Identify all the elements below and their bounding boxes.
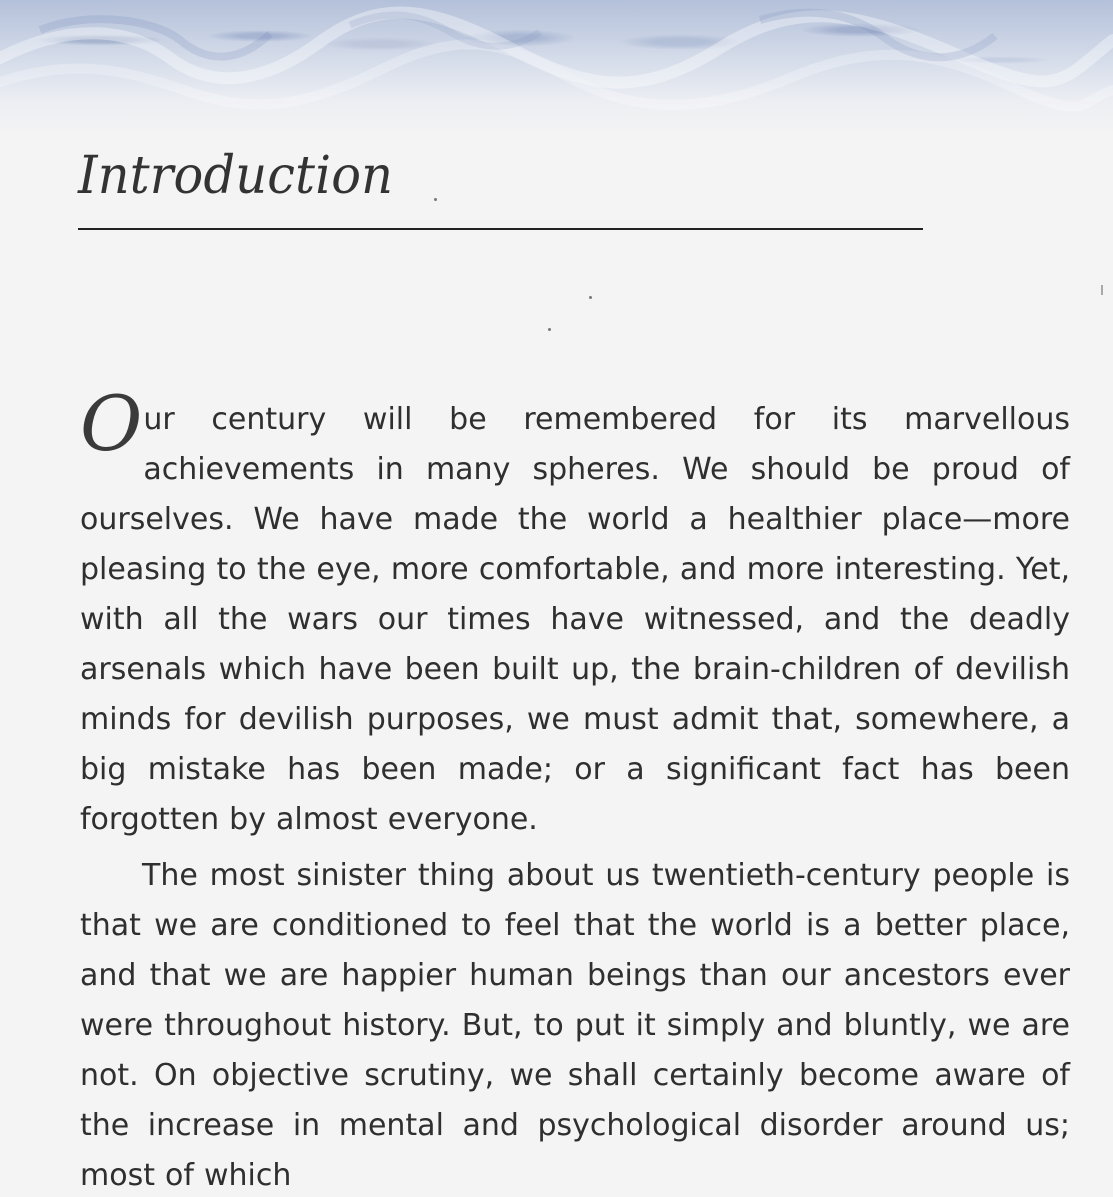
chapter-title: Introduction	[78, 146, 394, 206]
scan-mark	[1101, 285, 1103, 295]
paragraph-1	[80, 379, 1070, 845]
paper-speck	[434, 198, 437, 201]
paragraph-2: The most sinister thing about us twentieth-century people is that we are conditioned to feel that the world is a better place, and that we are happier human beings than our ancestors ever were throughout history. But, to put it simply and bluntly, we are not. On objective scrutiny, we shall certainly become aware of the increase in mental and psychological disorder around us; most of which	[80, 858, 1070, 1193]
paragraph-1-text: ur century will be remembered for its marvellous achievements in many spheres. We should be proud of ourselves. We have made the world a healthier place—more pleasing to the eye, more comfortable, and more interesting. Yet, with all the wars our times have witnessed, and the deadly arsenals which have been built up, the brain-children of devilish minds for devilish purposes, we must admit that, somewhere, a big mistake has been made; or a significant fact has been forgotten by almost everyone.	[80, 402, 1070, 837]
introduction-body	[80, 379, 1070, 1197]
drop-cap: O	[80, 379, 142, 468]
paper-speck	[589, 296, 592, 299]
chapter-heading	[78, 146, 923, 245]
paper-speck	[548, 328, 551, 331]
heading-underline	[78, 228, 923, 230]
decorative-header-swirl	[0, 0, 1113, 140]
